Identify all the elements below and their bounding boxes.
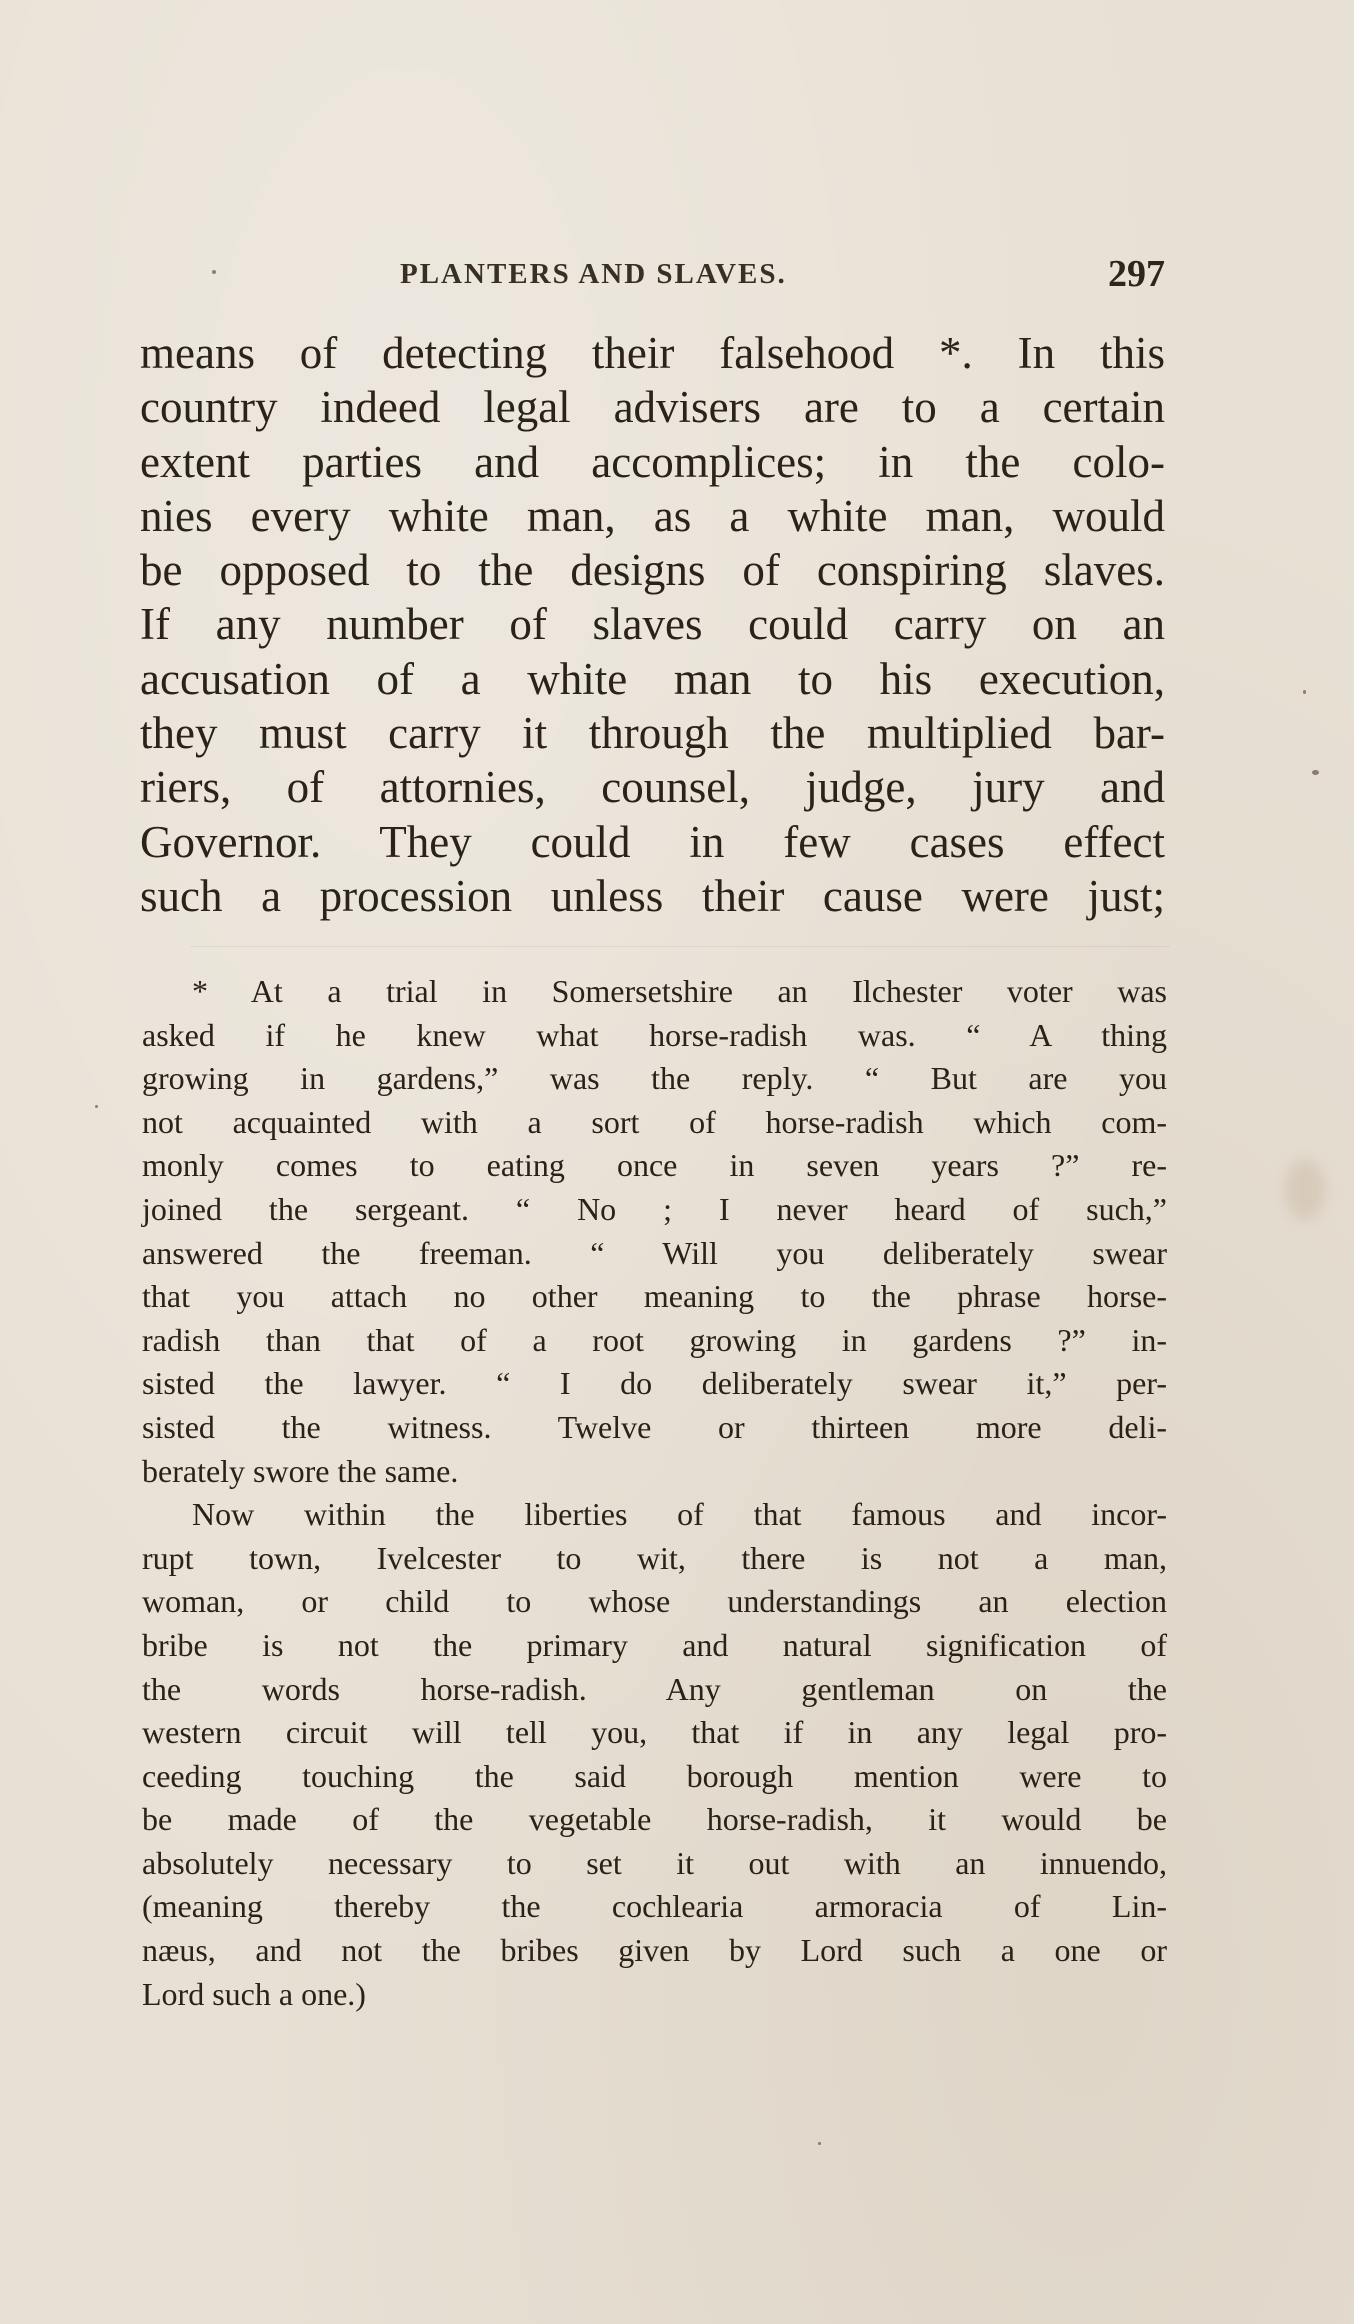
paper-stain bbox=[1285, 1160, 1325, 1220]
text-line: If any number of slaves could carry on an bbox=[140, 599, 1165, 650]
footnote-line: sisted the witness. Twelve or thirteen more deli- bbox=[142, 1408, 1167, 1445]
footnote-separator bbox=[190, 946, 1170, 947]
footnote-line: that you attach no other meaning to the phrase horse- bbox=[142, 1278, 1167, 1315]
footnote-line: Lord such a one.) bbox=[142, 1975, 366, 2012]
footnote-line: Now within the liberties of that famous and incor- bbox=[192, 1496, 1167, 1533]
footnote-line: ceeding touching the said borough mention were to bbox=[142, 1757, 1167, 1794]
text-line: be opposed to the designs of conspiring slaves. bbox=[140, 545, 1165, 596]
main-text-block bbox=[140, 326, 1165, 923]
text-line: they must carry it through the multiplied bar- bbox=[140, 708, 1165, 759]
running-head: PLANTERS AND SLAVES. bbox=[400, 258, 787, 290]
footnote-line: sisted the lawyer. “ I do deliberately swear it,” per- bbox=[142, 1365, 1167, 1402]
footnote-line: (meaning thereby the cochlearia armoracia of Lin- bbox=[142, 1888, 1167, 1925]
footnote-line: * At a trial in Somersetshire an Ilchester voter was bbox=[192, 973, 1167, 1009]
footnote-line: monly comes to eating once in seven years ?” re- bbox=[142, 1147, 1167, 1184]
footnote-paragraph-1 bbox=[142, 970, 1167, 1493]
footnote-line: joined the sergeant. “ No ; I never heard of such,” bbox=[142, 1190, 1167, 1227]
footnote-line: not acquainted with a sort of horse-radish which com- bbox=[142, 1103, 1167, 1140]
footnote-line: berately swore the same. bbox=[142, 1452, 459, 1489]
text-line: riers, of attornies, counsel, judge, jury and bbox=[140, 762, 1165, 813]
footnote-line: answered the freeman. “ Will you deliberately swear bbox=[142, 1234, 1167, 1271]
paper-speck bbox=[1303, 690, 1306, 694]
footnote-line: woman, or child to whose understandings an election bbox=[142, 1583, 1167, 1620]
paper-speck bbox=[212, 270, 216, 274]
text-line: Governor. They could in few cases effect bbox=[140, 816, 1165, 867]
footnote-line: rupt town, Ivelcester to wit, there is not a man, bbox=[142, 1539, 1167, 1576]
paper-speck bbox=[818, 2142, 821, 2145]
text-line: accusation of a white man to his execution, bbox=[140, 653, 1165, 704]
text-line: country indeed legal advisers are to a certain bbox=[140, 382, 1165, 433]
text-line: nies every white man, as a white man, would bbox=[140, 490, 1165, 541]
footnote-block bbox=[142, 970, 1167, 2016]
footnote-line: absolutely necessary to set it out with an innuendo, bbox=[142, 1844, 1167, 1881]
footnote-line: næus, and not the bribes given by Lord such a one or bbox=[142, 1932, 1167, 1969]
footnote-line: bribe is not the primary and natural signification of bbox=[142, 1626, 1167, 1663]
footnote-line: western circuit will tell you, that if in any legal pro- bbox=[142, 1714, 1167, 1751]
page-number: 297 bbox=[1108, 253, 1165, 295]
paper-speck bbox=[95, 1105, 98, 1108]
text-line: such a procession unless their cause were just; bbox=[140, 870, 1165, 921]
footnote-line: radish than that of a root growing in gardens ?” in- bbox=[142, 1321, 1167, 1358]
text-line: extent parties and accomplices; in the colo- bbox=[140, 436, 1165, 487]
text-line: means of detecting their falsehood *. In this bbox=[140, 328, 1165, 378]
footnote-line: asked if he knew what horse-radish was. “ A thing bbox=[142, 1016, 1167, 1053]
page-header bbox=[400, 252, 1165, 296]
paper-speck bbox=[1312, 770, 1319, 775]
footnote-line: be made of the vegetable horse-radish, it would be bbox=[142, 1801, 1167, 1838]
footnote-line: growing in gardens,” was the reply. “ But are you bbox=[142, 1060, 1167, 1097]
footnote-paragraph-2 bbox=[142, 1493, 1167, 2016]
footnote-line: the words horse-radish. Any gentleman on the bbox=[142, 1670, 1167, 1707]
